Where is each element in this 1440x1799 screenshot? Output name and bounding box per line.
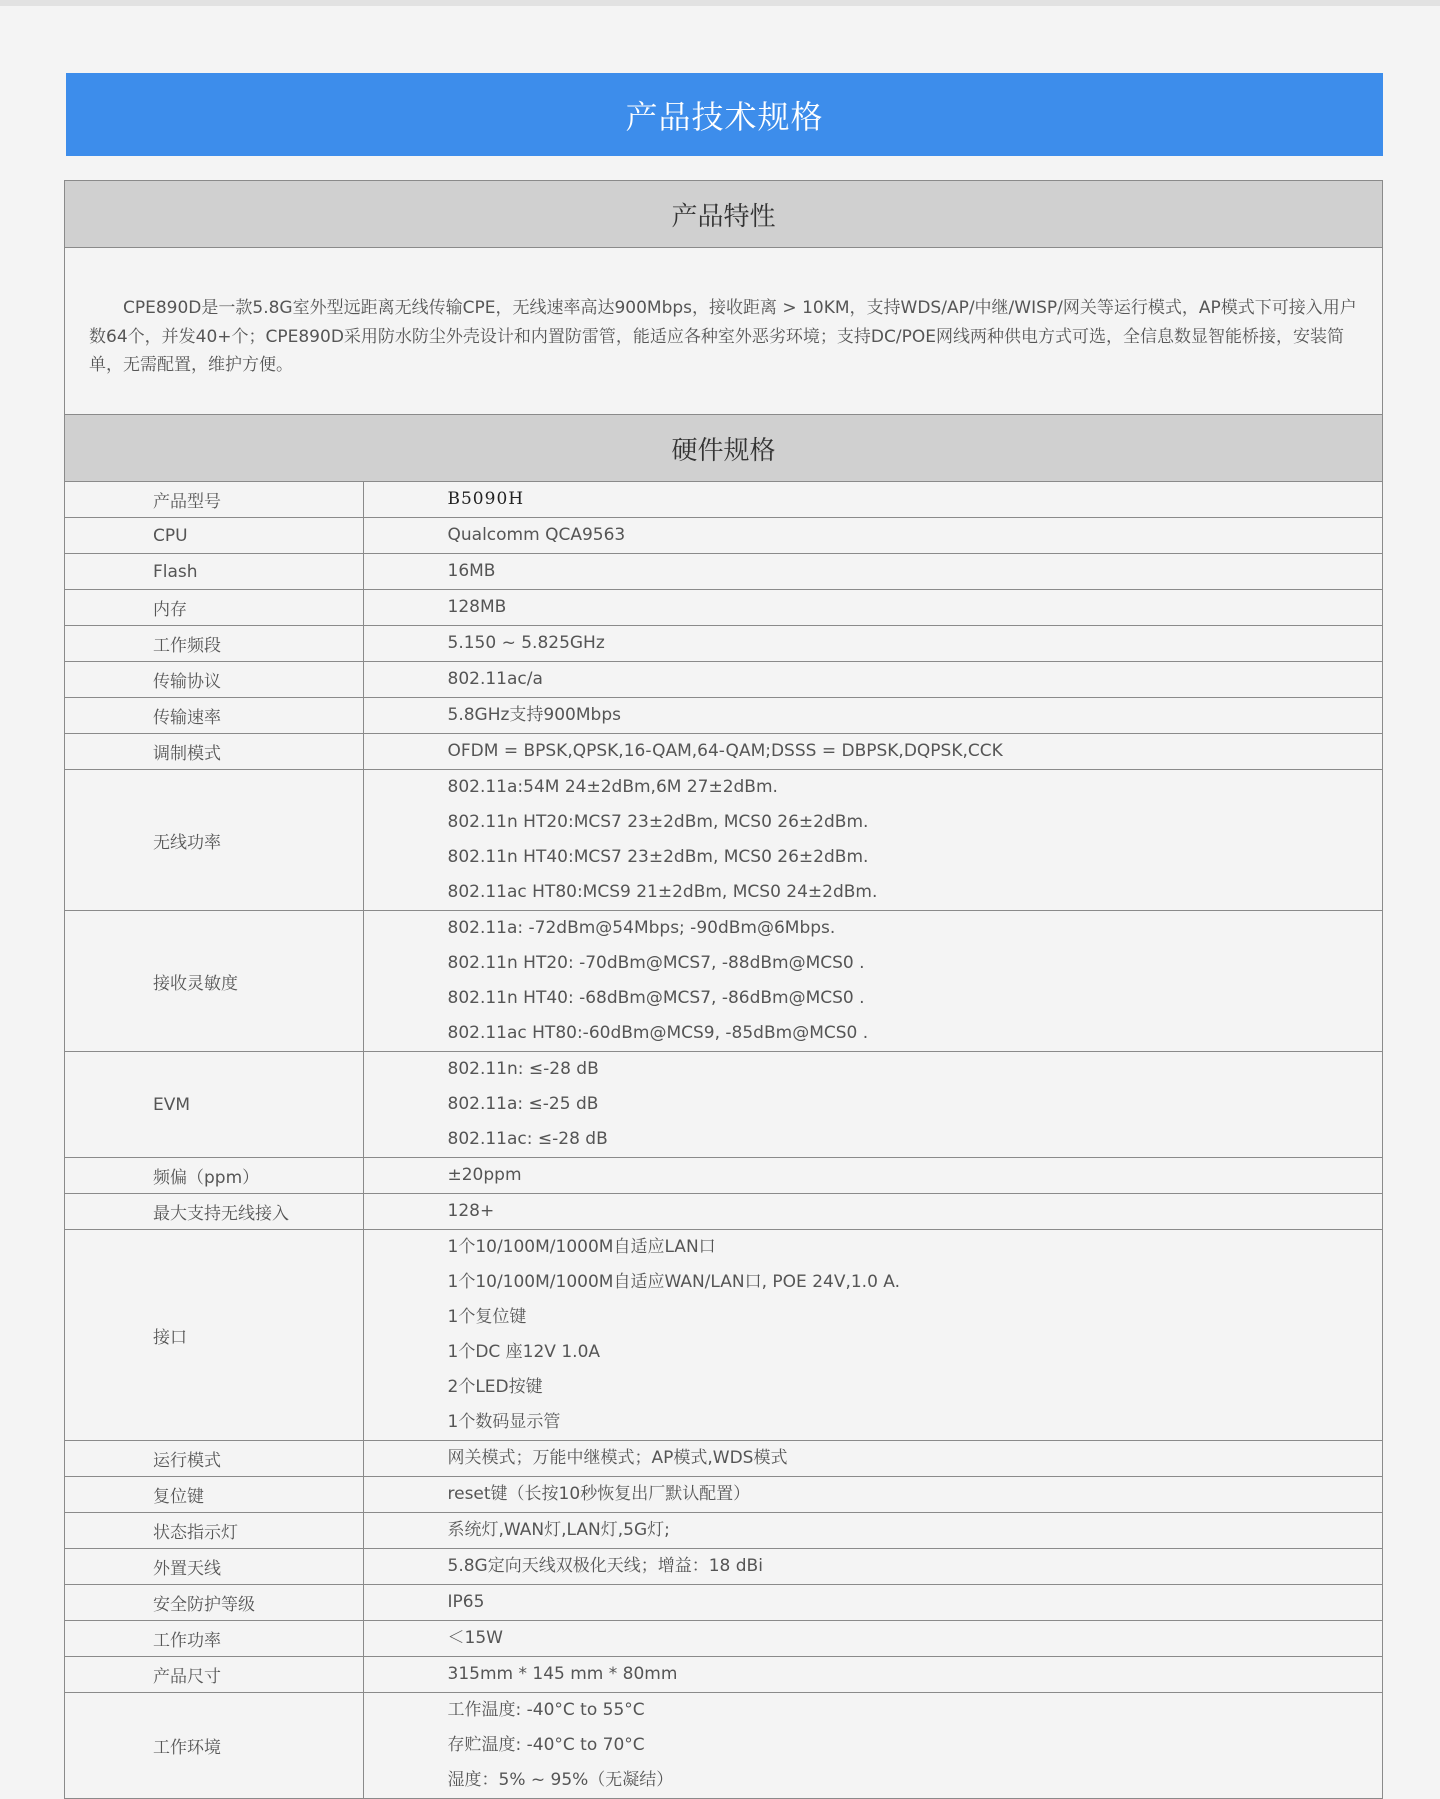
spec-value: [363, 1693, 1382, 1799]
spec-value: [363, 770, 1382, 911]
spec-value-line: 802.11ac HT80:MCS9 21±2dBm, MCS0 24±2dBm.: [447, 882, 878, 902]
spec-key: 产品尺寸: [65, 1657, 363, 1693]
spec-value: [363, 1441, 1382, 1477]
spec-value-line: OFDM = BPSK,QPSK,16-QAM,64-QAM;DSSS = DBPSK,DQPSK,CCK: [447, 741, 1003, 761]
spec-panel: [64, 180, 1383, 1799]
spec-value-line: 16MB: [447, 561, 496, 581]
spec-value: [363, 1657, 1382, 1693]
spec-row: [65, 698, 1382, 734]
spec-value-line: 128+: [447, 1201, 495, 1221]
spec-value-line: 802.11a:54M 24±2dBm,6M 27±2dBm.: [447, 777, 778, 797]
spec-value-line: 315mm * 145 mm * 80mm: [447, 1664, 678, 1684]
spec-key: 接收灵敏度: [65, 911, 363, 1052]
spec-value: [363, 1158, 1382, 1194]
spec-value-line: 网关模式；万能中继模式；AP模式,WDS模式: [447, 1448, 788, 1468]
spec-row: [65, 1158, 1382, 1194]
spec-value-line: 系统灯,WAN灯,LAN灯,5G灯;: [447, 1520, 670, 1540]
spec-value-line: 5.8G定向天线双极化天线；增益：18 dBi: [447, 1556, 763, 1576]
spec-value-line: 湿度：5% ~ 95%（无凝结）: [447, 1770, 674, 1790]
spec-row: [65, 1477, 1382, 1513]
spec-value-line: reset键（长按10秒恢复出厂默认配置）: [447, 1484, 751, 1504]
spec-value-line: ±20ppm: [447, 1165, 522, 1185]
spec-value-line: 802.11ac/a: [447, 669, 543, 689]
spec-value-line: 802.11ac: ≤-28 dB: [447, 1129, 608, 1149]
spec-row: [65, 1230, 1382, 1441]
spec-key: EVM: [65, 1052, 363, 1158]
features-description: CPE890D是一款5.8G室外型远距离无线传输CPE，无线速率高达900Mbps，接收距离 > 10KM，支持WDS/AP/中继/WISP/网关等运行模式，AP模式下可接入用户数64个，并发40+个；CPE890D采用防水防尘外壳设计和内置防雷管，能适应各种室外恶劣环境；支持DC/POE网线两种供电方式可选，全信息数显智能桥接，安装简单，无需配置，维护方便。: [65, 248, 1382, 415]
spec-value: [363, 518, 1382, 554]
features-heading-text: 产品特性: [671, 201, 776, 232]
page-banner: [66, 73, 1383, 156]
top-divider: [0, 0, 1440, 6]
spec-row: [65, 734, 1382, 770]
spec-value-line: 5.8GHz支持900Mbps: [447, 705, 621, 725]
spec-key: 工作功率: [65, 1621, 363, 1657]
spec-row: [65, 1657, 1382, 1693]
spec-key: 内存: [65, 590, 363, 626]
spec-value-line: 802.11n: ≤-28 dB: [447, 1059, 599, 1079]
spec-value: [363, 626, 1382, 662]
spec-value: [363, 1549, 1382, 1585]
spec-value-line: 1个DC 座12V 1.0A: [447, 1342, 601, 1362]
features-heading: [65, 181, 1382, 248]
spec-row: [65, 1585, 1382, 1621]
spec-value: [363, 1621, 1382, 1657]
spec-row: [65, 1513, 1382, 1549]
spec-value-line: 5.150 ~ 5.825GHz: [447, 633, 605, 653]
spec-value-line: 存贮温度: -40°C to 70°C: [447, 1735, 645, 1755]
spec-key: 无线功率: [65, 770, 363, 911]
spec-row: [65, 590, 1382, 626]
spec-row: [65, 626, 1382, 662]
spec-value-line: 802.11n HT40: -68dBm@MCS7, -86dBm@MCS0 .: [447, 988, 865, 1008]
spec-key: 产品型号: [65, 482, 363, 518]
spec-value-line: 802.11n HT20: -70dBm@MCS7, -88dBm@MCS0 .: [447, 953, 865, 973]
spec-key: 状态指示灯: [65, 1513, 363, 1549]
spec-key: 工作频段: [65, 626, 363, 662]
spec-key: 传输协议: [65, 662, 363, 698]
spec-value: [363, 1194, 1382, 1230]
spec-row: [65, 554, 1382, 590]
spec-value: [363, 590, 1382, 626]
spec-row: [65, 482, 1382, 518]
spec-key: Flash: [65, 554, 363, 590]
spec-row: [65, 1441, 1382, 1477]
spec-value-line: 802.11a: -72dBm@54Mbps; -90dBm@6Mbps.: [447, 918, 836, 938]
spec-value-line: 802.11n HT40:MCS7 23±2dBm, MCS0 26±2dBm.: [447, 847, 869, 867]
hardware-heading-text: 硬件规格: [671, 435, 776, 466]
spec-key: 工作环境: [65, 1693, 363, 1799]
spec-row: [65, 770, 1382, 911]
spec-value: [363, 1585, 1382, 1621]
spec-key: 最大支持无线接入: [65, 1194, 363, 1230]
spec-row: [65, 662, 1382, 698]
spec-value-line: Qualcomm QCA9563: [447, 525, 626, 545]
spec-value: [363, 1230, 1382, 1441]
spec-key: 安全防护等级: [65, 1585, 363, 1621]
spec-key: 调制模式: [65, 734, 363, 770]
spec-row: [65, 911, 1382, 1052]
spec-value-line: 2个LED按键: [447, 1377, 543, 1397]
spec-value: [363, 1052, 1382, 1158]
spec-value-line: B5090H: [447, 489, 525, 509]
spec-value: [363, 1477, 1382, 1513]
spec-value-line: 工作温度: -40°C to 55°C: [447, 1700, 645, 1720]
spec-key: 复位键: [65, 1477, 363, 1513]
spec-key: CPU: [65, 518, 363, 554]
spec-key: 接口: [65, 1230, 363, 1441]
spec-row: [65, 518, 1382, 554]
spec-key: 外置天线: [65, 1549, 363, 1585]
spec-value: [363, 698, 1382, 734]
spec-value: [363, 734, 1382, 770]
spec-value-line: IP65: [447, 1592, 485, 1612]
spec-value: [363, 1513, 1382, 1549]
hardware-heading: [65, 415, 1382, 482]
spec-value-line: 1个复位键: [447, 1307, 527, 1327]
spec-value: [363, 662, 1382, 698]
spec-row: [65, 1194, 1382, 1230]
spec-row: [65, 1693, 1382, 1799]
spec-key: 运行模式: [65, 1441, 363, 1477]
spec-value-line: 128MB: [447, 597, 507, 617]
spec-row: [65, 1549, 1382, 1585]
spec-value: [363, 482, 1382, 518]
spec-value: [363, 554, 1382, 590]
spec-value-line: 1个10/100M/1000M自适应LAN口: [447, 1237, 716, 1257]
spec-value-line: 802.11ac HT80:-60dBm@MCS9, -85dBm@MCS0 .: [447, 1023, 869, 1043]
spec-value-line: 1个10/100M/1000M自适应WAN/LAN口, POE 24V,1.0 A.: [447, 1272, 901, 1292]
spec-row: [65, 1621, 1382, 1657]
spec-value-line: 802.11n HT20:MCS7 23±2dBm, MCS0 26±2dBm.: [447, 812, 869, 832]
spec-row: [65, 1052, 1382, 1158]
spec-key: 传输速率: [65, 698, 363, 734]
spec-value-line: 1个数码显示管: [447, 1412, 561, 1432]
spec-key: 频偏（ppm）: [65, 1158, 363, 1194]
spec-value-line: ＜15W: [447, 1628, 503, 1648]
banner-title: 产品技术规格: [625, 97, 824, 136]
hardware-spec-table: [65, 482, 1382, 1798]
spec-value-line: 802.11a: ≤-25 dB: [447, 1094, 599, 1114]
spec-value: [363, 911, 1382, 1052]
